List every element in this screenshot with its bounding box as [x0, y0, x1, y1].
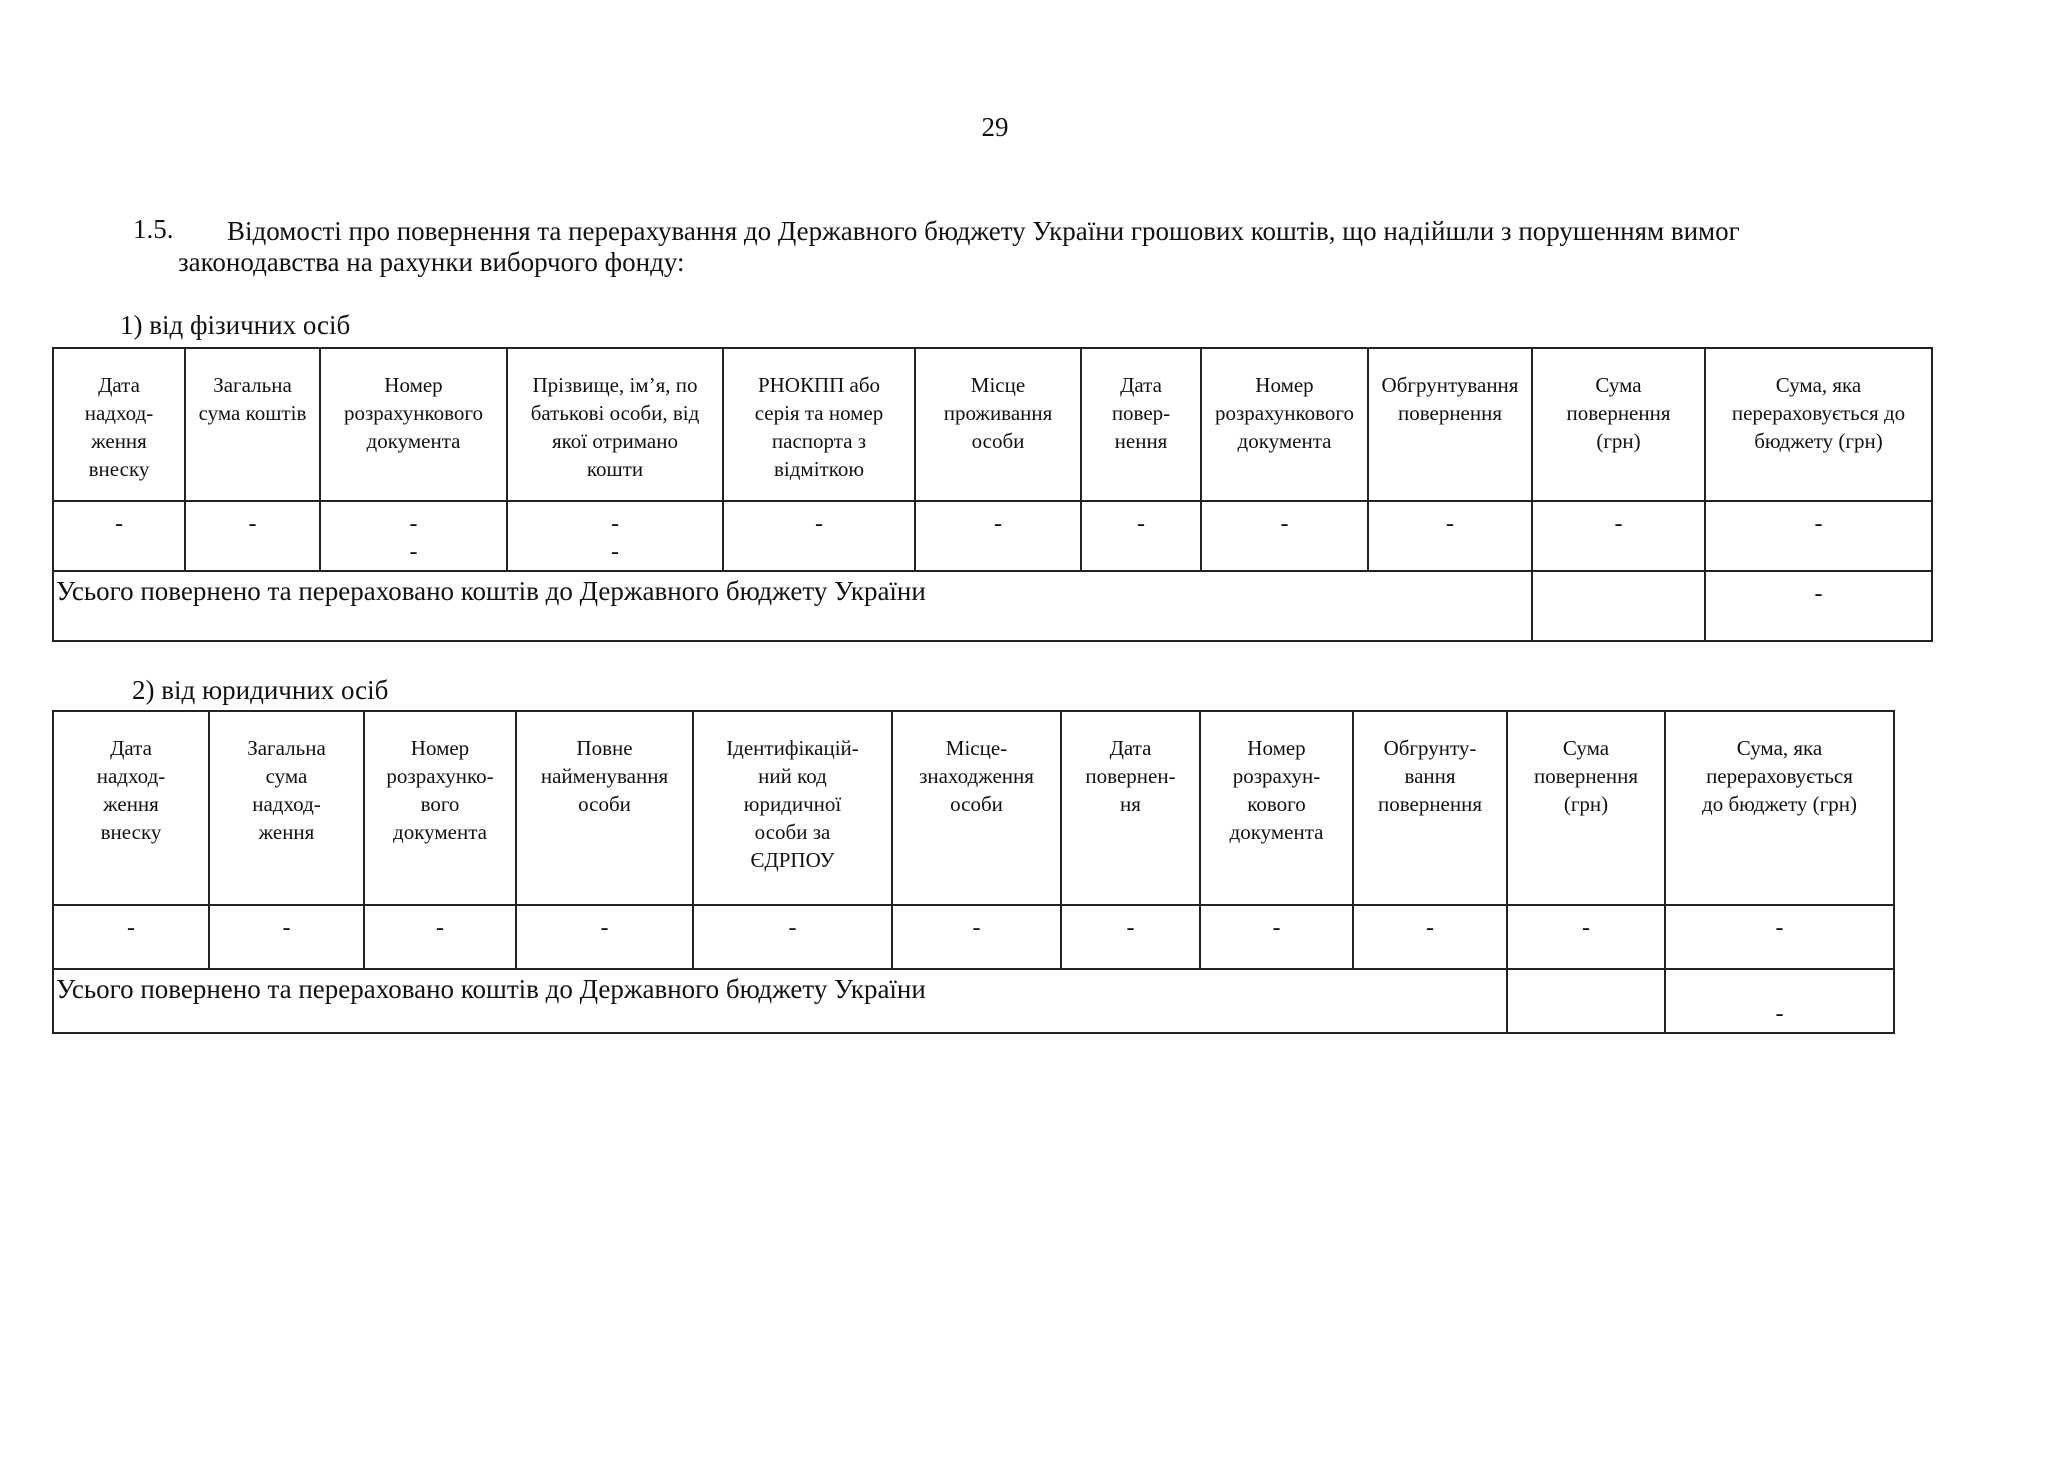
- table1-cell-9: [1532, 501, 1705, 571]
- cell-value: -: [815, 511, 823, 537]
- header-line: кового: [1247, 792, 1306, 816]
- header-line: знаходження: [919, 764, 1034, 788]
- header-line: (грн): [1563, 792, 1609, 816]
- table1-header-7: [1201, 348, 1368, 501]
- table1-cell-8: [1368, 501, 1532, 571]
- header-line: повер-: [1111, 401, 1171, 425]
- table2-header-3: [516, 711, 693, 905]
- header-line: ження: [258, 820, 315, 844]
- header-line: Дата: [1120, 373, 1162, 397]
- individuals-table-total-row: [53, 571, 1932, 641]
- header-line: документа: [1229, 820, 1324, 844]
- table1-cell-1: [185, 501, 320, 571]
- header-line: надход-: [252, 792, 321, 816]
- cell-value: -: [1280, 511, 1289, 537]
- table1-header-9: [1532, 348, 1705, 501]
- header-line: ня: [1120, 792, 1141, 816]
- header-line: повернен-: [1085, 764, 1176, 788]
- cell-value: -: [1137, 511, 1145, 537]
- table2-header-8: [1353, 711, 1507, 905]
- header-line: ний код: [758, 764, 827, 788]
- header-line: розрахункового: [1214, 401, 1355, 425]
- table2-header-4: [693, 711, 892, 905]
- table2-header-10: [1665, 711, 1894, 905]
- header-line: сума коштів: [198, 401, 307, 425]
- header-line: паспорта з: [771, 429, 867, 453]
- table1-header-6: [1081, 348, 1201, 501]
- header-line: Дата: [98, 373, 140, 397]
- header-line: нення: [1114, 429, 1168, 453]
- table2-cell-0: [53, 905, 209, 969]
- header-line: (грн): [1596, 429, 1641, 453]
- table2-cell-3: [516, 905, 693, 969]
- cell-value: -: [436, 915, 444, 941]
- header-line: Загальна: [247, 736, 326, 760]
- cell-value: -: [1446, 511, 1454, 537]
- table2-header-5: [892, 711, 1061, 905]
- header-line: документа: [366, 429, 461, 453]
- table1-header-5: [915, 348, 1081, 501]
- cell-value: -: [972, 915, 981, 941]
- cell-value: -: [409, 511, 418, 537]
- individuals-total-transferred: -: [1705, 571, 1932, 641]
- header-line: до бюджету (грн): [1702, 792, 1857, 816]
- header-line: батькові особи, від: [530, 401, 700, 425]
- cell-value: -: [1582, 915, 1590, 941]
- cell-value: -: [1126, 915, 1135, 941]
- table1-cell-10: [1705, 501, 1932, 571]
- header-line: сума: [265, 764, 308, 788]
- header-line: особи за: [754, 820, 831, 844]
- cell-value: -: [115, 511, 123, 537]
- table1-caption: 1) від фізичних осіб: [120, 310, 351, 340]
- header-line: документа: [1237, 429, 1332, 453]
- legal-entities-table: [52, 710, 1895, 1034]
- header-line: розрахункового: [343, 401, 484, 425]
- individuals-total-returned: [1532, 571, 1705, 641]
- page-number: 29: [981, 112, 1009, 142]
- header-line: проживання: [943, 401, 1053, 425]
- header-line: Номер: [1255, 373, 1314, 397]
- header-line: повернення: [1397, 401, 1503, 425]
- cell-value: -: [1272, 915, 1281, 941]
- cell-value: -: [994, 511, 1002, 537]
- table1-header-4: [723, 348, 915, 501]
- table1-header-0: [53, 348, 185, 501]
- header-line: Дата: [1109, 736, 1152, 760]
- header-line: особи: [971, 429, 1025, 453]
- individuals-table-header: [53, 348, 1932, 501]
- header-line: Загальна: [213, 373, 292, 397]
- header-line: кошти: [586, 457, 644, 481]
- header-line: серія та номер: [754, 401, 884, 425]
- header-line: ження: [103, 792, 159, 816]
- table1-cell-6: [1081, 501, 1201, 571]
- table2-cell-10: [1665, 905, 1894, 969]
- table2-header-6: [1061, 711, 1200, 905]
- table1-cell-3: [507, 501, 723, 571]
- header-line: особи: [578, 792, 631, 816]
- header-line: Номер: [384, 373, 443, 397]
- table1-cell-5: [915, 501, 1081, 571]
- table2-cell-5: [892, 905, 1061, 969]
- table1-header-10: [1705, 348, 1932, 501]
- table2-cell-6: [1061, 905, 1200, 969]
- table1-header-1: [185, 348, 320, 501]
- legal-entities-total-transferred: -: [1665, 969, 1894, 1033]
- header-line: документа: [393, 820, 487, 844]
- legal-entities-total-returned: [1507, 969, 1665, 1033]
- header-line: ження: [91, 429, 147, 453]
- header-line: Місце: [970, 373, 1026, 397]
- table1-header-8: [1368, 348, 1532, 501]
- individuals-table-row: [53, 501, 1932, 571]
- table2-cell-9: [1507, 905, 1665, 969]
- section-number: 1.5.: [133, 214, 174, 244]
- cell-value: -: [409, 539, 418, 565]
- header-line: Обгрунту-: [1383, 736, 1477, 760]
- header-line: повернення: [1377, 792, 1483, 816]
- legal-entities-table-header: [53, 711, 1894, 905]
- header-line: найменування: [540, 764, 669, 788]
- header-line: бюджету (грн): [1754, 429, 1883, 453]
- cell-value: -: [788, 915, 797, 941]
- individuals-total-label: Усього повернено та перераховано коштів до Державного бюджету України: [53, 571, 1532, 641]
- header-line: розрахун-: [1232, 764, 1321, 788]
- legal-entities-table-total-row: [53, 969, 1894, 1033]
- header-line: ЄДРПОУ: [750, 848, 835, 872]
- table2-cell-7: [1200, 905, 1353, 969]
- table2-cell-1: [209, 905, 364, 969]
- cell-value: -: [1814, 511, 1823, 537]
- header-line: внеску: [100, 820, 162, 844]
- cell-value: -: [611, 539, 619, 565]
- header-line: Сума: [1595, 373, 1642, 397]
- header-line: надход-: [84, 401, 154, 425]
- header-line: вання: [1404, 764, 1456, 788]
- individuals-table: [52, 347, 1933, 642]
- header-line: якої отримано: [552, 429, 678, 453]
- header-line: Сума, яка: [1736, 736, 1823, 760]
- table1-cell-7: [1201, 501, 1368, 571]
- header-line: відміткою: [773, 457, 865, 481]
- header-line: Сума: [1562, 736, 1610, 760]
- table2-cell-8: [1353, 905, 1507, 969]
- header-line: Номер: [410, 736, 470, 760]
- cell-value: -: [282, 915, 291, 941]
- header-line: особи: [950, 792, 1003, 816]
- table2-header-2: [364, 711, 516, 905]
- header-line: повернення: [1533, 764, 1639, 788]
- legal-entities-table-row: [53, 905, 1894, 969]
- table2-cell-2: [364, 905, 516, 969]
- table2-header-0: [53, 711, 209, 905]
- header-line: юридичної: [743, 792, 842, 816]
- header-line: розрахунко-: [386, 764, 494, 788]
- header-line: внеску: [88, 457, 150, 481]
- section-title: Відомості про повернення та перерахування до Державного бюджету України грошових коштів, що надійшли з порушенням вимог: [227, 216, 1740, 246]
- header-line: РНОКПП або: [757, 373, 881, 397]
- header-line: Місце-: [945, 736, 1008, 760]
- header-line: перераховується: [1706, 764, 1853, 788]
- header-line: надход-: [96, 764, 166, 788]
- cell-value: -: [600, 915, 609, 941]
- table2-header-7: [1200, 711, 1353, 905]
- header-line: Повне: [576, 736, 633, 760]
- cell-value: -: [1426, 915, 1434, 941]
- header-line: перераховується до: [1731, 401, 1906, 425]
- header-line: Обгрунтування: [1381, 373, 1519, 397]
- table2-header-1: [209, 711, 364, 905]
- header-line: Номер: [1247, 736, 1306, 760]
- header-line: Ідентифікацій-: [726, 736, 859, 760]
- cell-value: -: [127, 915, 135, 941]
- cell-value: -: [1775, 915, 1784, 941]
- table2-caption: 2) від юридичних осіб: [132, 675, 389, 705]
- header-line: Дата: [110, 736, 152, 760]
- table2-header-9: [1507, 711, 1665, 905]
- header-line: вого: [420, 792, 460, 816]
- table1-header-3: [507, 348, 723, 501]
- cell-value: -: [611, 511, 619, 537]
- header-line: Прізвище, ім’я, по: [532, 373, 698, 397]
- header-line: Сума, яка: [1775, 373, 1862, 397]
- cell-value: -: [248, 511, 257, 537]
- table1-cell-0: [53, 501, 185, 571]
- table1-cell-2: [320, 501, 507, 571]
- legal-entities-total-label: Усього повернено та перераховано коштів до Державного бюджету України: [53, 969, 1507, 1033]
- table1-cell-4: [723, 501, 915, 571]
- cell-value: -: [1614, 511, 1623, 537]
- table1-header-2: [320, 348, 507, 501]
- header-line: повернення: [1566, 401, 1671, 425]
- table2-cell-4: [693, 905, 892, 969]
- section-title-continued: законодавства на рахунки виборчого фонду:: [178, 247, 685, 277]
